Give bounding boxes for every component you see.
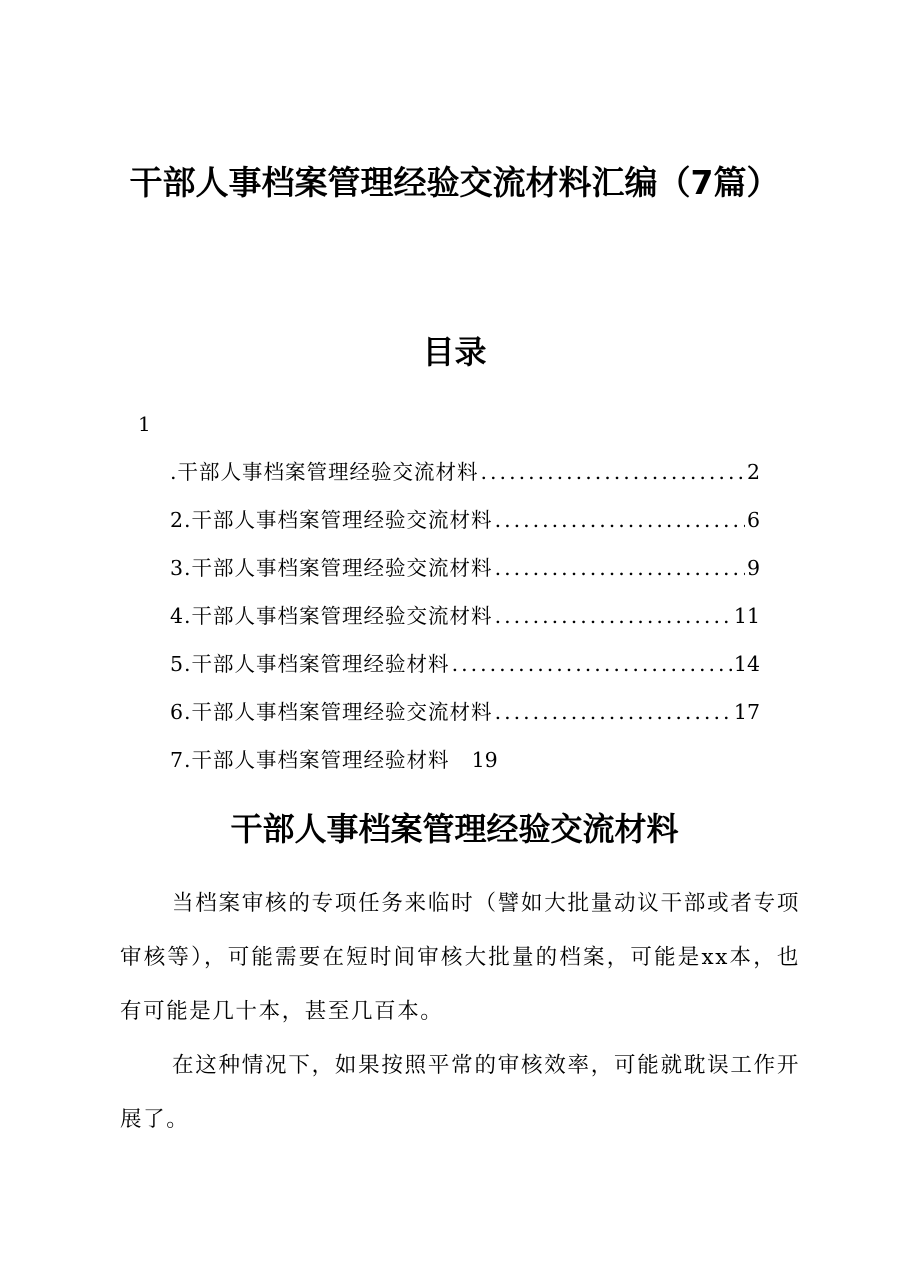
toc-entry-label: 5.干部人事档案管理经验材料	[170, 652, 450, 676]
toc-entry-page: 11	[733, 604, 760, 628]
toc-entry-2[interactable]	[170, 500, 760, 548]
toc-entry-page: 9	[746, 556, 760, 580]
toc-entry-label: 4.干部人事档案管理经验交流材料	[170, 604, 493, 628]
toc-entry-6[interactable]	[170, 692, 760, 740]
toc-leader-dots	[452, 644, 732, 684]
toc-entry-page: 6	[746, 508, 760, 532]
toc-entry-1[interactable]	[170, 452, 760, 500]
toc-heading: 目录	[422, 333, 487, 371]
toc-leader-dots	[495, 596, 732, 636]
toc-orphan-number: 1	[138, 412, 151, 436]
table-of-contents	[170, 452, 760, 788]
toc-entry-page: 17	[733, 700, 760, 724]
section-title: 干部人事档案管理经验交流材料	[230, 810, 679, 848]
toc-entry-5[interactable]	[170, 644, 760, 692]
toc-entry-page: 19	[471, 748, 498, 772]
toc-entry-7[interactable]	[170, 740, 760, 788]
toc-entry-label: 7.干部人事档案管理经验材料	[170, 748, 450, 772]
toc-entry-label: .干部人事档案管理经验交流材料	[170, 460, 479, 484]
toc-entry-page: 14	[733, 652, 760, 676]
toc-leader-dots	[495, 500, 745, 540]
paragraph: 在这种情况下，如果按照平常的审核效率，可能就耽误工作开展了。	[120, 1053, 800, 1132]
toc-entry-label: 3.干部人事档案管理经验交流材料	[170, 556, 493, 580]
toc-entry-4[interactable]	[170, 596, 760, 644]
toc-entry-3[interactable]	[170, 548, 760, 596]
document-title: 干部人事档案管理经验交流材料汇编（7篇）	[129, 163, 780, 202]
toc-entry-page: 2	[746, 460, 760, 484]
toc-entry-label: 6.干部人事档案管理经验交流材料	[170, 700, 493, 724]
toc-leader-dots	[481, 452, 745, 492]
toc-leader-dots	[495, 548, 745, 588]
body-text	[120, 877, 800, 1147]
paragraph: 当档案审核的专项任务来临时（譬如大批量动议干部或者专项审核等），可能需要在短时间审核大批量的档案，可能是xx本，也有可能是几十本，甚至几百本。	[120, 891, 800, 1024]
toc-leader-dots	[495, 692, 732, 732]
toc-entry-label: 2.干部人事档案管理经验交流材料	[170, 508, 493, 532]
